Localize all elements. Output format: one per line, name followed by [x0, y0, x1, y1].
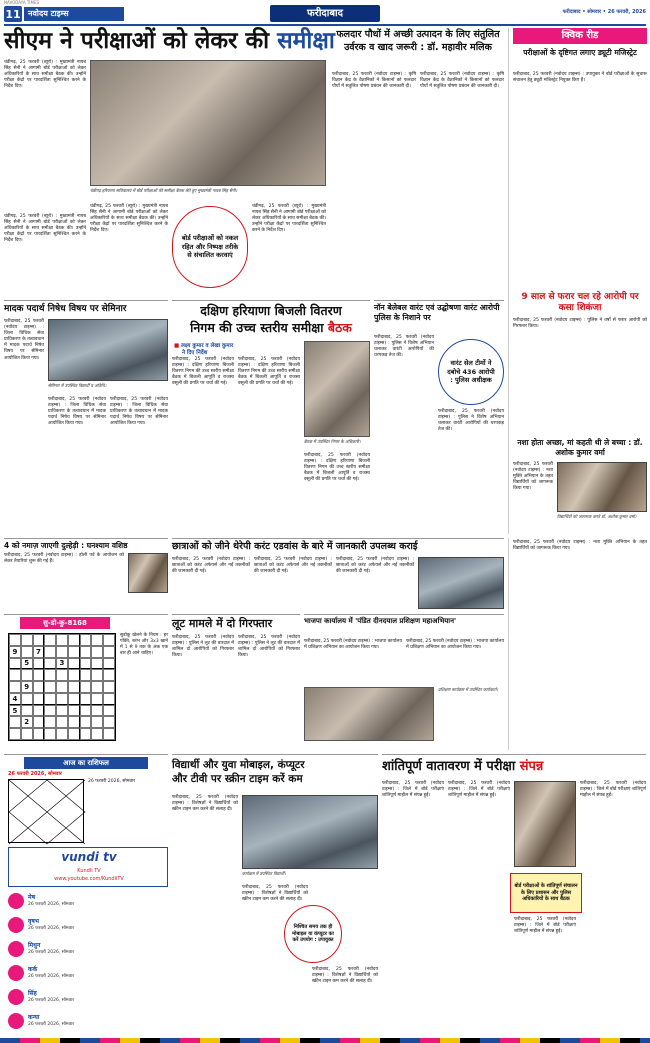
- zodiac-icon: [8, 1013, 24, 1029]
- sudoku-cell[interactable]: [33, 716, 45, 728]
- horoscope-intro: 26 फरवरी 2026, सोमवार: [88, 779, 136, 784]
- sudoku-cell[interactable]: 2: [21, 716, 33, 728]
- sudoku-cell[interactable]: [91, 681, 103, 693]
- sudoku-cell[interactable]: [33, 681, 45, 693]
- sudoku-cell[interactable]: [103, 705, 115, 717]
- story-fertilizer: [332, 28, 504, 296]
- seminar-photo: [48, 319, 168, 381]
- zodiac-icon: [8, 941, 24, 957]
- fertilizer-body-col2: फरीदाबाद, 25 फरवरी (नवोदय टाइम्स) : कृषि विज्ञान केंद्र के वैज्ञानिकों ने किसानों को फलदार पौधों में संतुलित पोषण प्रबंधन की जानकारी दी।: [420, 72, 504, 90]
- cm-body-col1: चंडीगढ़, 25 फरवरी (ब्यूरो) : मुख्यमंत्री नायब सिंह सैनी ने आगामी बोर्ड परीक्षाओं को लेकर अधिकारियों के साथ समीक्षा बैठक की। उन्होंने परीक्षा केंद्रों पर पारदर्शिता सुनिश्चित करने के निर्देश दिए।: [4, 60, 86, 90]
- horoscope-sign: [8, 963, 168, 985]
- cm-pull-quote-text: बोर्ड परीक्षाओं को नकल रहित और निष्पक्ष तरीके से संचालित करवाएं: [181, 234, 239, 260]
- current-body-col3: फरीदाबाद, 25 फरवरी (नवोदय टाइम्स) : छात्राओं को करंट अफेयर्स और नई तकनीकों की जानकारी दी गई।: [336, 557, 414, 575]
- kundli-ad-line1: Kundli TV: [77, 868, 101, 874]
- peace-quote: [510, 873, 582, 913]
- sudoku-cell[interactable]: [44, 669, 56, 681]
- horoscope-sign-name: सिंह: [28, 990, 37, 997]
- sudoku-cell[interactable]: [68, 646, 80, 658]
- sudoku-cell[interactable]: [80, 658, 92, 670]
- cm-body-col1b: चंडीगढ़, 25 फरवरी (ब्यूरो) : मुख्यमंत्री नायब सिंह सैनी ने आगामी बोर्ड परीक्षाओं को लेकर अधिकारियों के साथ समीक्षा बैठक की। उन्होंने परीक्षा केंद्रों पर पारदर्शिता सुनिश्चित करने के निर्देश दिए।: [4, 214, 86, 244]
- screen-headline-line2: और टीवी पर स्क्रीन टाइम करें कम: [172, 773, 303, 785]
- sudoku-cell[interactable]: [21, 634, 33, 646]
- sudoku-cell[interactable]: [9, 669, 21, 681]
- power-body-col3: फरीदाबाद, 25 फरवरी (नवोदय टाइम्स) : दक्षिण हरियाणा बिजली वितरण निगम की उच्च स्तरीय समीक्षा बैठक में बिजली आपूर्ति व राजस्व वसूली की प्रगति पर चर्चा की गई।: [304, 453, 370, 483]
- horoscope-sign-text: 26 फरवरी 2026, सोमवार: [28, 998, 75, 1003]
- fertilizer-body-col1: फरीदाबाद, 25 फरवरी (नवोदय टाइम्स) : कृषि विज्ञान केंद्र के वैज्ञानिकों ने किसानों को फलदार पौधों में संतुलित पोषण प्रबंधन की जानकारी दी।: [332, 72, 416, 90]
- peace-body-col2: फरीदाबाद, 25 फरवरी (नवोदय टाइम्स) : जिले में बोर्ड परीक्षाएं शांतिपूर्ण माहौल में संपन्न हुईं।: [448, 781, 510, 799]
- peace-headline: [382, 759, 646, 775]
- horoscope-sign: [8, 915, 168, 937]
- sudoku-cell[interactable]: [91, 705, 103, 717]
- sudoku-cell[interactable]: [21, 646, 33, 658]
- quick-read-item2-body: फरीदाबाद, 25 फरवरी (नवोदय टाइम्स) : पुलिस ने वर्षों से फरार आरोपी को गिरफ्तार किया।: [513, 318, 647, 330]
- sudoku-cell[interactable]: [44, 693, 56, 705]
- sudoku-cell[interactable]: [44, 646, 56, 658]
- horoscope-sign: [8, 939, 168, 961]
- sudoku-cell[interactable]: 5: [21, 658, 33, 670]
- zodiac-icon: [8, 965, 24, 981]
- quick-read-item3-photo: [557, 462, 647, 512]
- festival-headline: 4 को नमाज़ जाएगी दुल्हेड़ी : घनश्याम वशिष्ठ: [4, 541, 128, 550]
- festival-body: फरीदाबाद, 25 फरवरी (नवोदय टाइम्स) : होली पर्व के आयोजन को लेकर तैयारियां शुरू की गई हैं।: [4, 553, 124, 565]
- sudoku-cell[interactable]: [80, 646, 92, 658]
- sudoku-cell[interactable]: [44, 705, 56, 717]
- bullet-icon: ■: [174, 343, 182, 349]
- horoscope-sign: [8, 987, 168, 1009]
- bjp-body-col1: फरीदाबाद, 25 फरवरी (नवोदय टाइम्स) : भाजपा कार्यालय में प्रशिक्षण अभियान का आयोजन किया गया।: [304, 639, 402, 651]
- sudoku-cell[interactable]: [21, 669, 33, 681]
- story-current: [172, 538, 504, 610]
- story-bjp: [304, 614, 504, 750]
- sudoku-cell[interactable]: [103, 646, 115, 658]
- loot-body-col2: फरीदाबाद, 25 फरवरी (नवोदय टाइम्स) : पुलिस ने लूट की वारदात में शामिल दो आरोपियों को गिरफ्तार किया।: [238, 635, 300, 659]
- zodiac-icon: [8, 917, 24, 933]
- page-header: [0, 0, 650, 26]
- sudoku-block: [4, 614, 168, 750]
- horoscope-sign: [8, 891, 168, 913]
- horoscope-sign-text: 26 फरवरी 2026, सोमवार: [28, 950, 75, 955]
- horoscope-sign-text: 26 फरवरी 2026, सोमवार: [28, 1022, 75, 1027]
- sudoku-cell[interactable]: 9: [9, 646, 21, 658]
- current-headline: छात्राओं को जीने थेरेपी करंट एडवांस के बारे में जानकारी उपलब्ध कराई: [172, 541, 418, 552]
- sudoku-cell[interactable]: [68, 681, 80, 693]
- sudoku-cell[interactable]: 5: [9, 705, 21, 717]
- power-caption: बैठक में उपस्थित निगम के अधिकारी।: [304, 439, 361, 444]
- screen-quote-text: निश्चित समय तक ही मोबाइल या कंप्यूटर का करें उपयोग : उपायुक्त: [292, 924, 334, 944]
- cm-headline: [4, 28, 335, 55]
- story-cm-review: [4, 28, 335, 296]
- peace-headline-main: शांतिपूर्ण वातावरण में परीक्षा: [382, 759, 520, 774]
- sudoku-cell[interactable]: [21, 728, 33, 740]
- warrant-body-col1: फरीदाबाद, 25 फरवरी (नवोदय टाइम्स) : पुलिस ने विशेष अभियान चलाकर वारंटी आरोपियों की धरपकड़ तेज की।: [374, 335, 434, 359]
- sudoku-cell[interactable]: [68, 669, 80, 681]
- quick-read-item1-body: फरीदाबाद, 25 फरवरी (नवोदय टाइम्स) : उपायुक्त ने बोर्ड परीक्षाओं के सुचारू संचालन हेतु ड्यूटी मजिस्ट्रेट नियुक्त किए हैं।: [513, 72, 647, 84]
- zodiac-icon: [8, 893, 24, 909]
- peace-headline-accent: संपन्न: [519, 759, 544, 774]
- sudoku-cell[interactable]: [56, 705, 68, 717]
- warrant-quote-text: वारंट सेल टीमों ने दबोचे 436 आरोपी : पुलिस अधीक्षक: [447, 359, 495, 385]
- horoscope-chart: [8, 779, 84, 843]
- power-tag-1-text: लक्ष्य कुमार व लेखा कुमार: [181, 343, 234, 349]
- story-festival: [4, 538, 168, 610]
- sudoku-cell[interactable]: [56, 728, 68, 740]
- sudoku-cell[interactable]: [33, 634, 45, 646]
- screen-body-col3: फरीदाबाद, 25 फरवरी (नवोदय टाइम्स) : विशेषज्ञों ने विद्यार्थियों को स्क्रीन टाइम कम करने की सलाह दी।: [312, 967, 378, 985]
- sudoku-cell[interactable]: [80, 716, 92, 728]
- horoscope-sign-name: कन्या: [28, 1014, 40, 1021]
- sudoku-cell[interactable]: [33, 693, 45, 705]
- power-photo: [304, 341, 370, 437]
- bjp-headline: भाजपा कार्यालय में 'पंडित दीनदयाल प्रशिक्षण महाअभियान': [304, 617, 457, 625]
- peace-body-col3: फरीदाबाद, 25 फरवरी (नवोदय टाइम्स) : जिले में बोर्ड परीक्षाएं शांतिपूर्ण माहौल में संपन्न हुईं।: [514, 917, 576, 935]
- sudoku-cell[interactable]: [91, 728, 103, 740]
- sudoku-cell[interactable]: [44, 681, 56, 693]
- sudoku-cell[interactable]: [91, 658, 103, 670]
- sudoku-cell[interactable]: [9, 634, 21, 646]
- loot-headline: लूट मामले में दो गिरफ्तार: [172, 617, 273, 630]
- seminar-caption: सेमिनार में उपस्थित विद्यार्थी व अतिथि।: [48, 383, 107, 388]
- sudoku-cell[interactable]: [103, 658, 115, 670]
- screen-quote: [284, 905, 342, 963]
- fertilizer-headline: फलदार पौधों में अच्छी उत्पादन के लिए संतुलित उर्वरक व खाद जरूरी : डॉ. महावीर मलिक: [336, 29, 500, 53]
- sudoku-cell[interactable]: [103, 634, 115, 646]
- quick-read-title: क्विक रीड: [513, 28, 647, 44]
- sudoku-cell[interactable]: [91, 716, 103, 728]
- power-tag-2: ने दिए निर्देश: [182, 350, 208, 356]
- sudoku-cell[interactable]: [56, 646, 68, 658]
- screen-headline-line1: विद्यार्थी और युवा मोबाइल, कंप्यूटर: [172, 759, 305, 771]
- horoscope-title: आज का राशिफल: [24, 757, 148, 769]
- sudoku-cell[interactable]: [80, 669, 92, 681]
- power-body-col1: फरीदाबाद, 25 फरवरी (नवोदय टाइम्स) : दक्षिण हरियाणा बिजली वितरण निगम की उच्च स्तरीय समीक्षा बैठक में बिजली आपूर्ति व राजस्व वसूली की प्रगति पर चर्चा की गई।: [172, 357, 234, 387]
- sudoku-cell[interactable]: [33, 669, 45, 681]
- sudoku-cell[interactable]: [91, 646, 103, 658]
- sudoku-cell[interactable]: [33, 658, 45, 670]
- right-column-lower: [508, 538, 646, 750]
- footer-strip: [0, 1038, 650, 1043]
- sudoku-cell[interactable]: [21, 705, 33, 717]
- horoscope-sign-name: वृषभ: [28, 918, 40, 925]
- zodiac-icon: [8, 989, 24, 1005]
- power-headline-line1: दक्षिण हरियाणा बिजली वितरण: [200, 303, 342, 318]
- festival-photo: [128, 553, 168, 593]
- story-seminar: [4, 300, 168, 534]
- seminar-body-col3: फरीदाबाद, 25 फरवरी (नवोदय टाइम्स) : जिला विधिक सेवा प्राधिकरण के तत्वावधान में मादक पदार्थ निषेध विषय पर सेमिनार आयोजित किया गया।: [110, 397, 168, 427]
- horoscope-sign-text: 26 फरवरी 2026, सोमवार: [28, 902, 75, 907]
- sudoku-cell[interactable]: [56, 669, 68, 681]
- quick-read-item1-headline: परीक्षाओं के दृष्टिगत लगाए ड्यूटी मजिस्ट्रेट: [523, 48, 637, 57]
- horoscope-date: 26 फरवरी 2026, सोमवार: [8, 771, 62, 777]
- horoscope-sign: [8, 1011, 168, 1033]
- sudoku-cell[interactable]: [68, 658, 80, 670]
- current-body-col2: फरीदाबाद, 25 फरवरी (नवोदय टाइम्स) : छात्राओं को करंट अफेयर्स और नई तकनीकों की जानकारी दी गई।: [254, 557, 332, 575]
- sudoku-cell[interactable]: [103, 681, 115, 693]
- warrant-body-col2: फरीदाबाद, 25 फरवरी (नवोदय टाइम्स) : पुलिस ने विशेष अभियान चलाकर वारंटी आरोपियों की धरपकड़ तेज की।: [438, 409, 504, 433]
- cm-pull-quote: [172, 206, 248, 288]
- peace-quote-text: बोर्ड परीक्षाओं के शांतिपूर्ण संचालन के लिए प्रशासन और पुलिस अधिकारियों के साथ बैठक: [514, 883, 578, 903]
- horoscope-sign-text: 26 फरवरी 2026, सोमवार: [28, 974, 75, 979]
- sudoku-cell[interactable]: [68, 693, 80, 705]
- sudoku-cell[interactable]: [80, 681, 92, 693]
- edition-line: फरीदाबाद • सोमवार • 26 फरवरी, 2026: [562, 9, 646, 15]
- paper-name: नवोदय टाइम्स: [24, 7, 124, 21]
- horoscope-sign-name: मिथुन: [28, 942, 41, 949]
- screen-photo: [242, 795, 378, 869]
- current-photo: [418, 557, 504, 609]
- sudoku-cell[interactable]: [103, 693, 115, 705]
- horoscope-sign-name: कर्क: [28, 966, 38, 973]
- power-headline-main: निगम की उच्च स्तरीय समीक्षा: [190, 320, 328, 335]
- sudoku-cell[interactable]: [91, 634, 103, 646]
- sudoku-cell[interactable]: [44, 634, 56, 646]
- screen-body-col2: फरीदाबाद, 25 फरवरी (नवोदय टाइम्स) : विशेषज्ञों ने विद्यार्थियों को स्क्रीन टाइम कम करने की सलाह दी।: [242, 885, 308, 903]
- sudoku-cell[interactable]: [56, 634, 68, 646]
- header-top-label: NAVODAYA TIMES: [4, 0, 40, 5]
- screen-caption: कार्यक्रम में उपस्थित विद्यार्थी।: [242, 871, 286, 876]
- power-headline-accent: बैठक: [327, 320, 352, 335]
- sudoku-cell[interactable]: 4: [9, 693, 21, 705]
- sudoku-cell[interactable]: [9, 681, 21, 693]
- sudoku-cell[interactable]: [56, 681, 68, 693]
- horoscope-sign-text: 26 फरवरी 2026, सोमवार: [28, 926, 75, 931]
- sudoku-cell[interactable]: [80, 728, 92, 740]
- cm-headline-main: सीएम ने परीक्षाओं को लेकर की: [4, 28, 278, 54]
- sudoku-rules: सुडोकू खेलने के नियम : हर पंक्ति, स्तंभ और 3x3 खाने में 1 से 9 तक के अंक एक बार ही आने चाहिए।: [120, 633, 168, 657]
- sudoku-cell[interactable]: [80, 705, 92, 717]
- sudoku-cell[interactable]: [33, 728, 45, 740]
- cm-photo-caption: चंडीगढ़ हरियाणा सचिवालय में बोर्ड परीक्षाओं की समीक्षा बैठक लेते हुए मुख्यमंत्री नायब सिंह सैनी।: [90, 188, 238, 193]
- sudoku-cell[interactable]: [68, 634, 80, 646]
- kundli-chart-graphic: [9, 780, 85, 844]
- bjp-photo: [304, 687, 434, 741]
- horoscope-sign-name: मेष: [28, 894, 36, 901]
- sudoku-cell[interactable]: [44, 716, 56, 728]
- power-body-col2: फरीदाबाद, 25 फरवरी (नवोदय टाइम्स) : दक्षिण हरियाणा बिजली वितरण निगम की उच्च स्तरीय समीक्षा बैठक में बिजली आपूर्ति व राजस्व वसूली की प्रगति पर चर्चा की गई।: [238, 357, 300, 387]
- current-body-col1: फरीदाबाद, 25 फरवरी (नवोदय टाइम्स) : छात्राओं को करंट अफेयर्स और नई तकनीकों की जानकारी दी गई।: [172, 557, 250, 575]
- sudoku-cell[interactable]: [91, 669, 103, 681]
- sudoku-cell[interactable]: [80, 693, 92, 705]
- horoscope-block: [4, 754, 168, 1036]
- quick-read-item3-caption: विद्यार्थियों को जागरूक करते डॉ. अशोक कुमार वर्मा।: [557, 514, 637, 519]
- sudoku-grid[interactable]: [8, 633, 116, 741]
- warrant-quote: [438, 339, 504, 405]
- kundli-ad-line2: www.youtube.com/KundliTV: [54, 876, 124, 882]
- story-loot: [172, 614, 300, 750]
- horoscope-sign-list: [8, 891, 168, 1035]
- sudoku-cell[interactable]: [68, 728, 80, 740]
- sudoku-cell[interactable]: [44, 658, 56, 670]
- sudoku-title: सु-डो-कु-8168: [20, 617, 110, 629]
- power-headline-line2: [172, 320, 370, 336]
- sudoku-cell[interactable]: 3: [56, 658, 68, 670]
- cm-headline-accent: समीक्षा: [277, 28, 335, 54]
- city-banner: फरीदाबाद: [270, 5, 380, 22]
- sudoku-cell[interactable]: [56, 716, 68, 728]
- quick-read-item3-headline: नशा होता अच्छा, मां कहती थी ले बच्चा : डॉ. अशोक कुमार वर्मा: [517, 438, 643, 457]
- peace-body-col4: फरीदाबाद, 25 फरवरी (नवोदय टाइम्स) : जिले में बोर्ड परीक्षाएं शांतिपूर्ण माहौल में संपन्न हुईं।: [580, 781, 646, 799]
- story-warrant: [374, 300, 504, 534]
- sudoku-cell[interactable]: 9: [21, 681, 33, 693]
- quick-read-item3-body: फरीदाबाद, 25 फरवरी (नवोदय टाइम्स) : नशा मुक्ति अभियान के तहत विद्यार्थियों को जागरूक किया गया।: [513, 462, 553, 492]
- sudoku-cell[interactable]: [68, 716, 80, 728]
- sudoku-cell[interactable]: [9, 716, 21, 728]
- sudoku-cell[interactable]: [44, 728, 56, 740]
- bjp-caption: प्रशिक्षण कार्यक्रम में उपस्थित कार्यकर्ता।: [438, 687, 498, 692]
- seminar-body-col1: फरीदाबाद, 25 फरवरी (नवोदय टाइम्स) : जिला विधिक सेवा प्राधिकरण के तत्वावधान में मादक पदार्थ निषेध विषय पर सेमिनार आयोजित किया गया।: [4, 319, 44, 361]
- peace-photo: [514, 781, 576, 867]
- cm-body-col3: चंडीगढ़, 25 फरवरी (ब्यूरो) : मुख्यमंत्री नायब सिंह सैनी ने आगामी बोर्ड परीक्षाओं को लेकर अधिकारियों के साथ समीक्षा बैठक की। उन्होंने परीक्षा केंद्रों पर पारदर्शिता सुनिश्चित करने के निर्देश दिए।: [252, 204, 327, 234]
- quick-read-sidebar: [508, 28, 646, 534]
- right-column-lower-body: फरीदाबाद, 25 फरवरी (नवोदय टाइम्स) : नशा मुक्ति अभियान के तहत विद्यार्थियों को जागरूक किया गया।: [513, 540, 647, 552]
- cm-body-col2: चंडीगढ़, 25 फरवरी (ब्यूरो) : मुख्यमंत्री नायब सिंह सैनी ने आगामी बोर्ड परीक्षाओं को लेकर अधिकारियों के साथ समीक्षा बैठक की। उन्होंने परीक्षा केंद्रों पर पारदर्शिता सुनिश्चित करने के निर्देश दिए।: [90, 204, 168, 234]
- sudoku-cell[interactable]: [68, 705, 80, 717]
- sudoku-cell[interactable]: [103, 669, 115, 681]
- sudoku-cell[interactable]: 7: [33, 646, 45, 658]
- loot-body-col1: फरीदाबाद, 25 फरवरी (नवोदय टाइम्स) : पुलिस ने लूट की वारदात में शामिल दो आरोपियों को गिरफ्तार किया।: [172, 635, 234, 659]
- sudoku-cell[interactable]: [21, 693, 33, 705]
- cm-photo: [90, 60, 326, 186]
- sudoku-cell[interactable]: [103, 716, 115, 728]
- page-number: 11: [5, 7, 21, 21]
- horoscope-ad: [8, 847, 168, 887]
- story-peaceful-exam: [382, 754, 646, 1036]
- sudoku-cell[interactable]: [91, 693, 103, 705]
- bjp-body-col2: फरीदाबाद, 25 फरवरी (नवोदय टाइम्स) : भाजपा कार्यालय में प्रशिक्षण अभियान का आयोजन किया गया।: [406, 639, 504, 651]
- sudoku-cell[interactable]: [80, 634, 92, 646]
- seminar-body-col2: फरीदाबाद, 25 फरवरी (नवोदय टाइम्स) : जिला विधिक सेवा प्राधिकरण के तत्वावधान में मादक पदार्थ निषेध विषय पर सेमिनार आयोजित किया गया।: [48, 397, 106, 427]
- story-screen-time: [172, 754, 378, 1036]
- sudoku-cell[interactable]: [56, 693, 68, 705]
- sudoku-cell[interactable]: [9, 658, 21, 670]
- seminar-headline: मादक पदार्थ निषेध विषय पर सेमिनार: [4, 304, 127, 314]
- sudoku-cell[interactable]: [103, 728, 115, 740]
- screen-body-col1: फरीदाबाद, 25 फरवरी (नवोदय टाइम्स) : विशेषज्ञों ने विद्यार्थियों को स्क्रीन टाइम कम करने की सलाह दी।: [172, 795, 238, 813]
- quick-read-item2-headline: 9 साल से फरार चल रहे आरोपी पर कसा शिकंजा: [521, 292, 639, 313]
- warrant-headline: नॉन बेलेबल वारंट एवं उद्घोषणा वारंट आरोपी पुलिस के निशाने पर: [374, 303, 500, 322]
- sudoku-cell[interactable]: [33, 705, 45, 717]
- header-divider: [4, 24, 646, 26]
- kundli-logo: vundi tv: [61, 850, 117, 864]
- story-power: [172, 300, 370, 534]
- sudoku-cell[interactable]: [9, 728, 21, 740]
- peace-body-col1: फरीदाबाद, 25 फरवरी (नवोदय टाइम्स) : जिले में बोर्ड परीक्षाएं शांतिपूर्ण माहौल में संपन्न हुईं।: [382, 781, 444, 799]
